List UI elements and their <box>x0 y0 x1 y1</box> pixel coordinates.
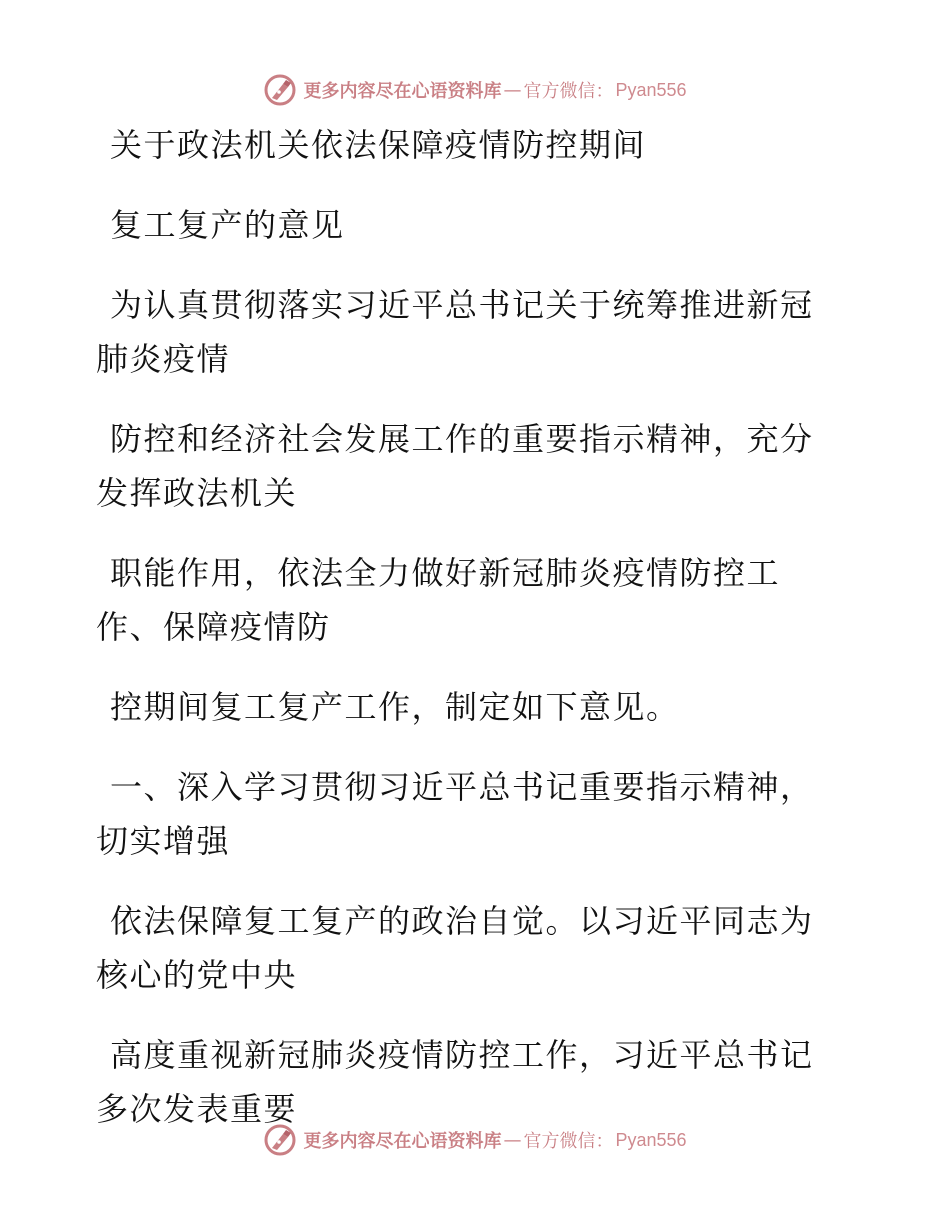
document-title-line-2: 复工复产的意见 <box>110 206 345 244</box>
paragraph-line: 控期间复工复产工作，制定如下意见。 <box>110 688 680 726</box>
watermark-sub-text: 官方微信： <box>523 1131 614 1152</box>
paragraph-line: 作、保障疫情防 <box>96 608 331 646</box>
paragraph-line: 高度重视新冠肺炎疫情防控工作，习近平总书记 <box>110 1036 814 1074</box>
paragraph-line: 职能作用，依法全力做好新冠肺炎疫情防控工 <box>110 554 781 592</box>
header-watermark <box>0 70 950 110</box>
watermark-text <box>303 77 686 103</box>
document-body <box>96 118 836 1136</box>
paragraph-line: 肺炎疫情 <box>96 340 231 378</box>
paragraph-line: 为认真贯彻落实习近平总书记关于统筹推进新冠 <box>110 286 814 324</box>
section-heading-line: 切实增强 <box>96 822 231 860</box>
pen-nib-logo-icon <box>263 73 297 107</box>
section-heading-line: 一、深入学习贯彻习近平总书记重要指示精神， <box>110 768 814 806</box>
watermark-dash: — <box>503 79 522 101</box>
watermark-text <box>303 1127 686 1153</box>
watermark-wechat-id: Pyan556 <box>615 1129 687 1150</box>
paragraph-line: 依法保障复工复产的政治自觉。以习近平同志为 <box>110 902 814 940</box>
paragraph-line: 发挥政法机关 <box>96 474 298 512</box>
pen-nib-logo-icon <box>263 1123 297 1157</box>
watermark-main-text: 更多内容尽在心语资料库 <box>303 81 502 102</box>
paragraph-line: 核心的党中央 <box>96 956 298 994</box>
watermark-wechat-id: Pyan556 <box>615 79 687 100</box>
watermark-dash: — <box>503 1129 522 1151</box>
footer-watermark <box>0 1120 950 1160</box>
paragraph-line: 防控和经济社会发展工作的重要指示精神，充分 <box>110 420 814 458</box>
paragraph-line: 多次发表重要 <box>96 1090 298 1128</box>
watermark-sub-text: 官方微信： <box>523 81 614 102</box>
document-title-line-1: 关于政法机关依法保障疫情防控期间 <box>110 126 647 164</box>
watermark-main-text: 更多内容尽在心语资料库 <box>303 1131 502 1152</box>
